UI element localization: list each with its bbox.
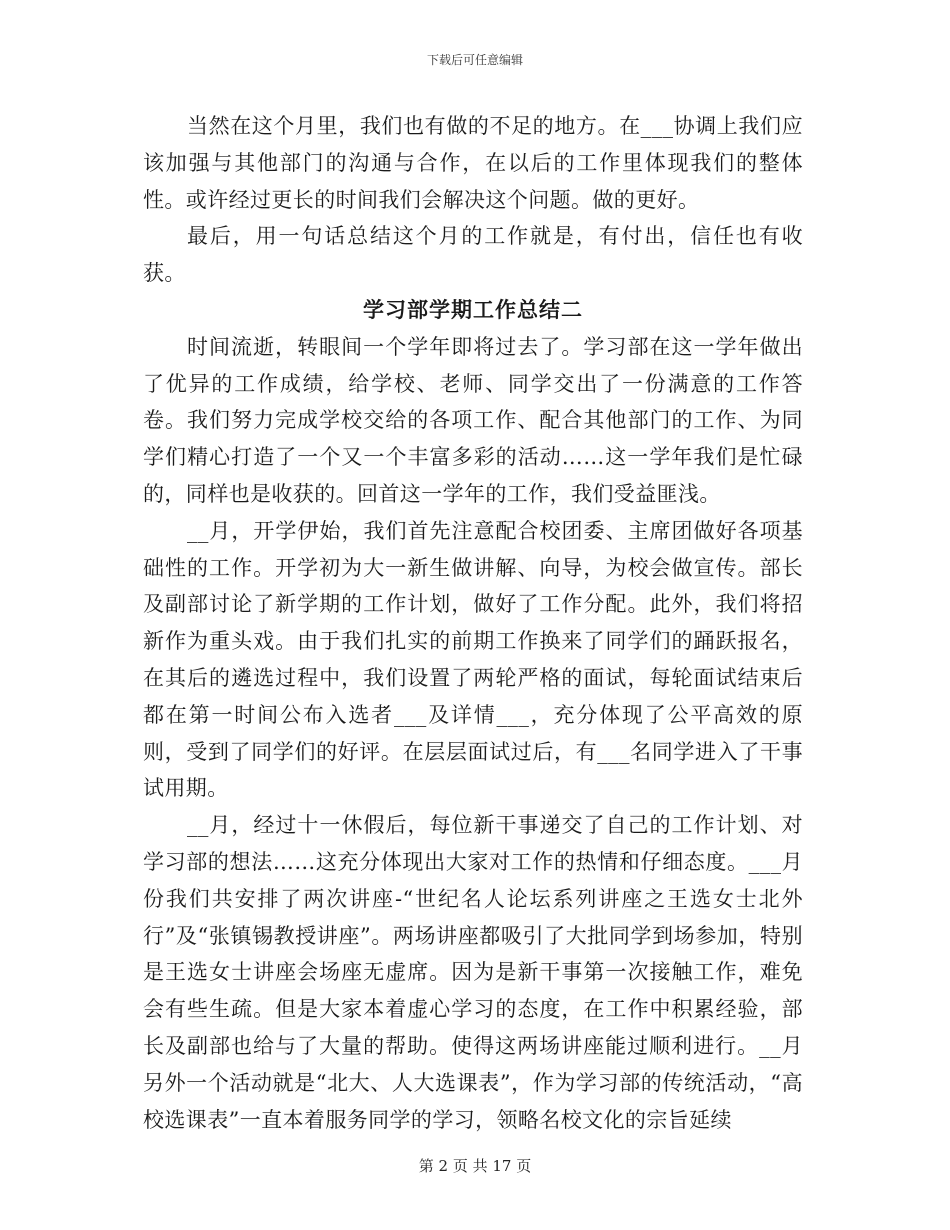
paragraph-intro: 时间流逝，转眼间一个学年即将过去了。学习部在这一学年做出了优异的工作成绩，给学校、老师、同学交出了一份满意的工作答卷。我们努力完成学校交给的各项工作、配合其他部门的工作、为同学们精心打造了一个又一个丰富多彩的活动……这一学年我们是忙碌的，同样也是收获的。回首这一学年的工作，我们受益匪浅。	[143, 334, 803, 506]
paragraph-month-lectures: __月，经过十一休假后，每位新干事递交了自己的工作计划、对学习部的想法……这充分体现出大家对工作的热情和仔细态度。___月份我们共安排了两次讲座-“世纪名人论坛系列讲座之王选女士北外行”及“张镇锡教授讲座”。两场讲座都吸引了大批同学到场参加，特别是王选女士讲座会场座无虚席。因为是新干事第一次接触工作，难免会有些生疏。但是大家本着虚心学习的态度，在工作中积累经验，部长及副部也给与了大量的帮助。使得这两场讲座能过顺利进行。__月另外一个活动就是“北大、人大选课表”，作为学习部的传统活动，“高校选课表”一直本着服务同学的学习，领略名校文化的宗旨延续	[143, 813, 803, 1132]
paragraph-month-recruitment: __月，开学伊始，我们首先注意配合校团委、主席团做好各项基础性的工作。开学初为大一新生做讲解、向导，为校会做宣传。部长及副部讨论了新学期的工作计划，做好了工作分配。此外，我们将招新作为重头戏。由于我们扎实的前期工作换来了同学们的踊跃报名，在其后的遴选过程中，我们设置了两轮严格的面试，每轮面试结束后都在第一时间公布入选者___及详情___，充分体现了公平高效的原则，受到了同学们的好评。在层层面试过后，有___名同学进入了干事试用期。	[143, 518, 803, 801]
page-number: 第 2 页 共 17 页	[418, 1157, 532, 1175]
page-header: 下载后可任意编辑	[426, 53, 523, 67]
section-heading: 学习部学期工作总结二	[363, 296, 583, 322]
document-body	[143, 108, 803, 1138]
paragraph-shortcomings: 当然在这个月里，我们也有做的不足的地方。在___协调上我们应该加强与其他部门的沟通与合作，在以后的工作里体现我们的整体性。或许经过更长的时间我们会解决这个问题。做的更好。	[143, 114, 803, 212]
paragraph-conclusion: 最后，用一句话总结这个月的工作就是，有付出，信任也有收获。	[143, 224, 803, 286]
